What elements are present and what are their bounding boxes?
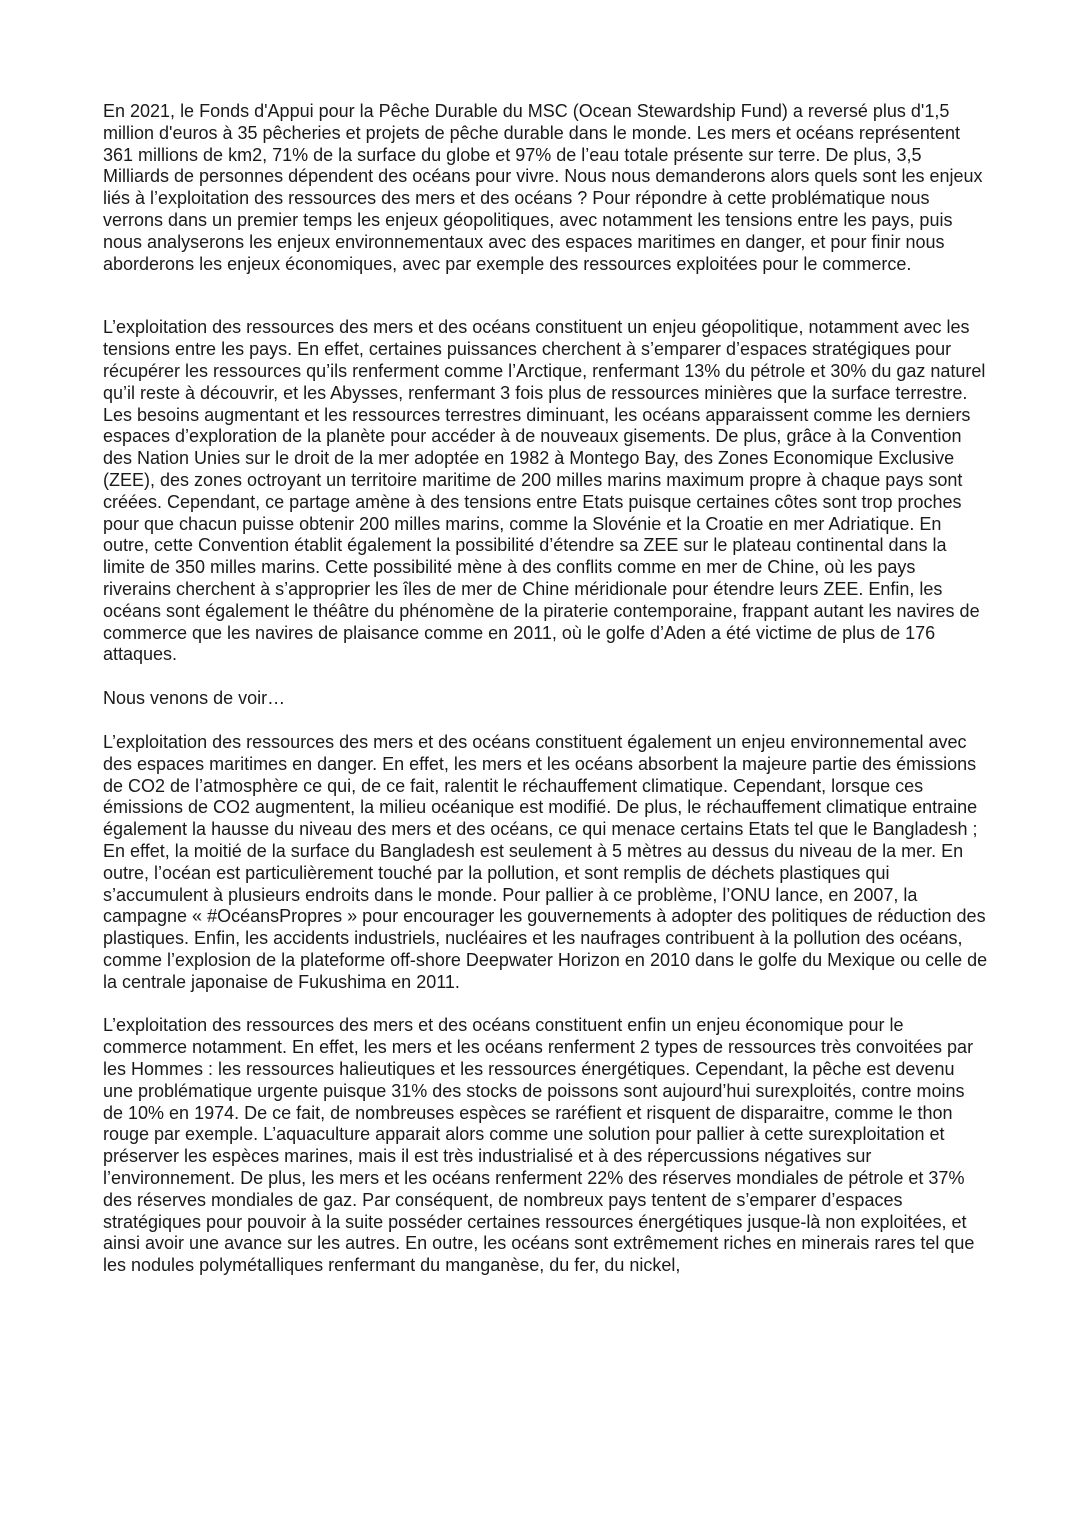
paragraph-spacer [103,666,988,688]
paragraph-geopolitical: L’exploitation des ressources des mers et des océans constituent un enjeu géopolitique, notamment avec les tensions entre les pays. En effet, certaines puissances cherchent à s’emparer d’espaces stratégiques pour récupérer les ressources qu’ils renferment comme l’Arctique, renfermant 13% du pétrole et 30% du gaz naturel qu’il reste à découvrir, et les Abysses, renfermant 3 fois plus de ressources minières que la surface terrestre. Les besoins augmentant et les ressources terrestres diminuant, les océans apparaissent comme les derniers espaces d’exploration de la planète pour accéder à de nouveaux gisements. De plus, grâce à la Convention des Nation Unies sur le droit de la mer adoptée en 1982 à Montego Bay, des Zones Economique Exclusive (ZEE), des zones octroyant un territoire maritime de 200 milles marins maximum propre à chaque pays sont créées. Cependant, ce partage amène à des tensions entre Etats puisque certaines côtes sont trop proches pour que chacun puisse obtenir 200 milles marins, comme la Slovénie et la Croatie en mer Adriatique. En outre, cette Convention établit également la possibilité d’étendre sa ZEE sur le plateau continental dans la limite de 350 milles marins. Cette possibilité mène à des conflits comme en mer de Chine, où les pays riverains cherchent à s’approprier les îles de mer de Chine méridionale pour étendre leurs ZEE. Enfin, les océans sont également le théâtre du phénomène de la piraterie contemporaine, frappant autant les navires de commerce que les navires de plaisance comme en 2011, où le golfe d’Aden a été victime de plus de 176 attaques. [103,317,986,665]
paragraph-spacer [103,710,988,732]
paragraph-economic: L’exploitation des ressources des mers et des océans constituent enfin un enjeu économique pour le commerce notamment. En effet, les mers et les océans renferment 2 types de ressources très convoitées par les Hommes : les ressources halieutiques et les ressources énergétiques. Cependant, la pêche est devenu une problématique urgente puisque 31% des stocks de poissons sont aujourd’hui surexploités, contre moins de 10% en 1974. De ce fait, de nombreuses espèces se raréfient et risquent de disparaitre, comme le thon rouge par exemple. L’aquaculture apparait alors comme une solution pour pallier à cette surexploitation et préserver les espèces marines, mais il est très industrialisé et à des répercussions négatives sur l’environnement. De plus, les mers et les océans renferment 22% des réserves mondiales de pétrole et 37% des réserves mondiales de gaz. Par conséquent, de nombreux pays tentent de s’emparer d’espaces stratégiques pour pouvoir à la suite posséder certaines ressources énergétiques jusque-là non exploitées, et ainsi avoir une avance sur les autres. En outre, les océans sont extrêmement riches en minerais rares tel que les nodules polymétalliques renfermant du manganèse, du fer, du nickel, [103,1015,975,1276]
paragraph-environmental: L’exploitation des ressources des mers et des océans constituent également un enjeu environnemental avec des espaces maritimes en danger. En effet, les mers et les océans absorbent la majeure partie des émissions de CO2 de l’atmosphère ce qui, de ce fait, ralentit le réchauffement climatique. Cependant, lorsque ces émissions de CO2 augmentent, la milieu océanique est modifié. De plus, le réchauffement climatique entraine également la hausse du niveau des mers et des océans, ce qui menace certains Etats tel que le Bangladesh ; En effet, la moitié de la surface du Bangladesh est seulement à 5 mètres au dessus du niveau de la mer. En outre, l’océan est particulièrement touché par la pollution, et sont remplis de déchets plastiques qui s’accumulent à plusieurs endroits dans le monde. Pour pallier à ce problème, l’ONU lance, en 2007, la campagne « #OcéansPropres » pour encourager les gouvernements à adopter des politiques de réduction des plastiques. Enfin, les accidents industriels, nucléaires et les naufrages contribuent à la pollution des océans, comme l’explosion de la plateforme off-shore Deepwater Horizon en 2010 dans le golfe du Mexique ou celle de la centrale japonaise de Fukushima en 2011. [103,731,988,992]
document-page [103,101,988,1277]
paragraph-transition: Nous venons de voir… [103,688,286,709]
paragraph-introduction: En 2021, le Fonds d'Appui pour la Pêche Durable du MSC (Ocean Stewardship Fund) a reversé plus d'1,5 million d'euros à 35 pêcheries et projets de pêche durable dans le monde. Les mers et océans représentent 361 millions de km2, 71% de la surface du globe et 97% de l’eau totale présente sur terre. De plus, 3,5 Milliards de personnes dépendent des océans pour vivre. Nous nous demanderons alors quels sont les enjeux liés à l’exploitation des ressources des mers et des océans ? Pour répondre à cette problématique nous verrons dans un premier temps les enjeux géopolitiques, avec notamment les tensions entre les pays, puis nous analyserons les enjeux environnementaux avec des espaces maritimes en danger, et pour finir nous aborderons les enjeux économiques, avec par exemple des ressources exploitées pour le commerce. [103,101,983,274]
paragraph-spacer [103,275,988,317]
paragraph-spacer [103,993,988,1015]
